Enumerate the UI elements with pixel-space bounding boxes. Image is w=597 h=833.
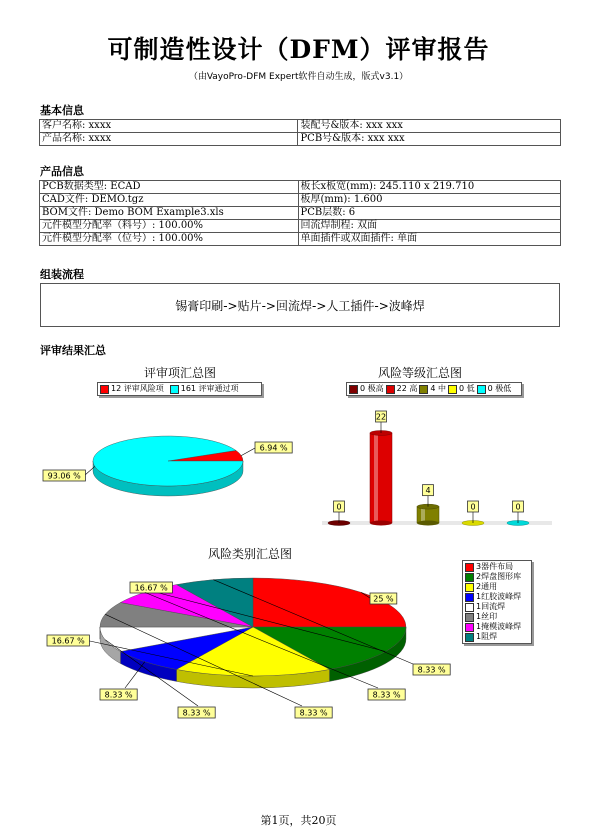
review-chart-title: 评审项汇总图: [143, 366, 216, 380]
table-cell: 装配号&版本: xxx xxx: [298, 120, 561, 133]
legend-swatch: [465, 613, 474, 622]
legend-label: 1阻焊: [476, 632, 498, 641]
legend-label: 2焊盘图形库: [476, 572, 522, 581]
legend-swatch: [465, 573, 474, 582]
table-row: [40, 233, 561, 246]
legend-label: 12 评审风险项: [111, 384, 164, 393]
assembly-flow: 锡膏印刷->贴片->回流焊->人工插件->波峰焊: [40, 283, 560, 327]
legend-swatch: [465, 623, 474, 632]
pie-data-label: 8.33 %: [417, 665, 446, 675]
product-info-heading: 产品信息: [40, 165, 84, 178]
legend-swatch: [349, 385, 358, 394]
pie-data-label: 8.33 %: [299, 708, 328, 718]
legend-swatch: [465, 633, 474, 642]
legend-swatch: [477, 385, 486, 394]
legend-swatch: [465, 563, 474, 572]
risk-type-legend: [462, 560, 532, 644]
table-cell: 板厚(mm): 1.600: [298, 194, 560, 207]
table-cell: CAD文件: DEMO.tgz: [40, 194, 299, 207]
pie-data-label: 8.33 %: [182, 708, 211, 718]
pie-data-label: 6.94 %: [259, 443, 288, 453]
pie-data-label: 93.06 %: [47, 471, 81, 481]
pie-data-label: 8.33 %: [372, 690, 401, 700]
product-info-table: [39, 180, 561, 246]
table-row: [40, 220, 561, 233]
table-cell: 单面插件或双面插件: 单面: [298, 233, 560, 246]
bar-data-label: 22: [375, 412, 387, 422]
table-cell: PCB数据类型: ECAD: [40, 181, 299, 194]
legend-swatch: [465, 593, 474, 602]
legend-swatch: [100, 385, 109, 394]
legend-item: [347, 384, 384, 394]
table-cell: PCB号&版本: xxx xxx: [298, 133, 561, 146]
review-legend: [97, 382, 262, 396]
legend-label: 2通用: [476, 582, 498, 591]
pie-label-leader: [241, 448, 255, 456]
legend-item: [463, 602, 531, 612]
legend-item: [463, 582, 531, 592]
table-cell: PCB层数: 6: [298, 207, 560, 220]
risk-level-bar-chart: [300, 395, 570, 535]
legend-label: 22 高: [396, 384, 418, 393]
legend-item: [463, 562, 531, 572]
legend-item: [475, 384, 512, 394]
legend-item: [463, 592, 531, 602]
bar-highlight: [374, 433, 378, 523]
page-title: 可制造性设计（DFM）评审报告: [107, 35, 490, 64]
bar-data-label: 4: [425, 486, 431, 496]
bar: [370, 433, 392, 523]
bar-data-label: 0: [470, 502, 476, 512]
risk-level-chart-title: 风险等级汇总图: [377, 366, 462, 380]
legend-label: 1掩模波峰焊: [476, 622, 522, 631]
table-cell: BOM文件: Demo BOM Example3.xls: [40, 207, 299, 220]
bar-data-label: 0: [515, 502, 521, 512]
pie-data-label: 8.33 %: [104, 690, 133, 700]
legend-label: 1回流焊: [476, 602, 506, 611]
basic-info-table: [39, 119, 561, 146]
review-pie-chart: [35, 400, 295, 520]
bar-data-label: 0: [336, 502, 342, 512]
table-row: [40, 207, 561, 220]
table-row: [40, 181, 561, 194]
legend-item: [417, 384, 446, 394]
legend-label: 1丝印: [476, 612, 498, 621]
legend-swatch: [465, 603, 474, 612]
table-cell: 元件模型分配率（位号）: 100.00%: [40, 233, 299, 246]
page-subtitle: （由VayoPro-DFM Expert软件自动生成，版式v3.1）: [188, 72, 409, 82]
legend-item: [168, 384, 239, 394]
bar-base: [370, 521, 392, 526]
risk-type-pie-chart: [40, 570, 446, 730]
legend-swatch: [419, 385, 428, 394]
pie-data-label: 16.67 %: [51, 636, 85, 646]
legend-item: [463, 632, 531, 642]
legend-swatch: [386, 385, 395, 394]
risk-type-chart-title: 风险类别汇总图: [207, 547, 292, 561]
assembly-heading: 组装流程: [40, 268, 84, 281]
table-cell: 板长x板宽(mm): 245.110 x 219.710: [298, 181, 560, 194]
legend-item: [463, 572, 531, 582]
legend-swatch: [170, 385, 179, 394]
table-row: [40, 120, 561, 133]
table-row: [40, 133, 561, 146]
table-cell: 客户名称: xxxx: [40, 120, 298, 133]
basic-info-heading: 基本信息: [40, 104, 84, 117]
summary-heading: 评审结果汇总: [40, 344, 106, 357]
legend-label: 0 低: [459, 384, 475, 393]
legend-label: 161 评审通过项: [180, 384, 239, 393]
pie-data-label: 16.67 %: [134, 583, 168, 593]
legend-item: [384, 384, 418, 394]
legend-label: 0 极高: [360, 384, 384, 393]
table-row: [40, 194, 561, 207]
risk-level-legend: [346, 382, 522, 396]
legend-label: 3器件布局: [476, 562, 514, 571]
table-cell: 回流焊制程: 双面: [298, 220, 560, 233]
legend-item: [463, 622, 531, 632]
legend-item: [446, 384, 475, 394]
pie-slice: [93, 436, 243, 486]
legend-label: 1红胶波峰焊: [476, 592, 522, 601]
legend-item: [98, 384, 164, 394]
page-footer: 第1页，共20页: [260, 814, 337, 827]
legend-swatch: [465, 583, 474, 592]
legend-swatch: [448, 385, 457, 394]
legend-label: 0 极低: [487, 384, 512, 393]
bar-base: [417, 521, 439, 526]
legend-label: 4 中: [430, 384, 447, 393]
table-cell: 元件模型分配率（料号）: 100.00%: [40, 220, 299, 233]
pie-data-label: 25 %: [373, 594, 394, 604]
legend-item: [463, 612, 531, 622]
table-cell: 产品名称: xxxx: [40, 133, 298, 146]
